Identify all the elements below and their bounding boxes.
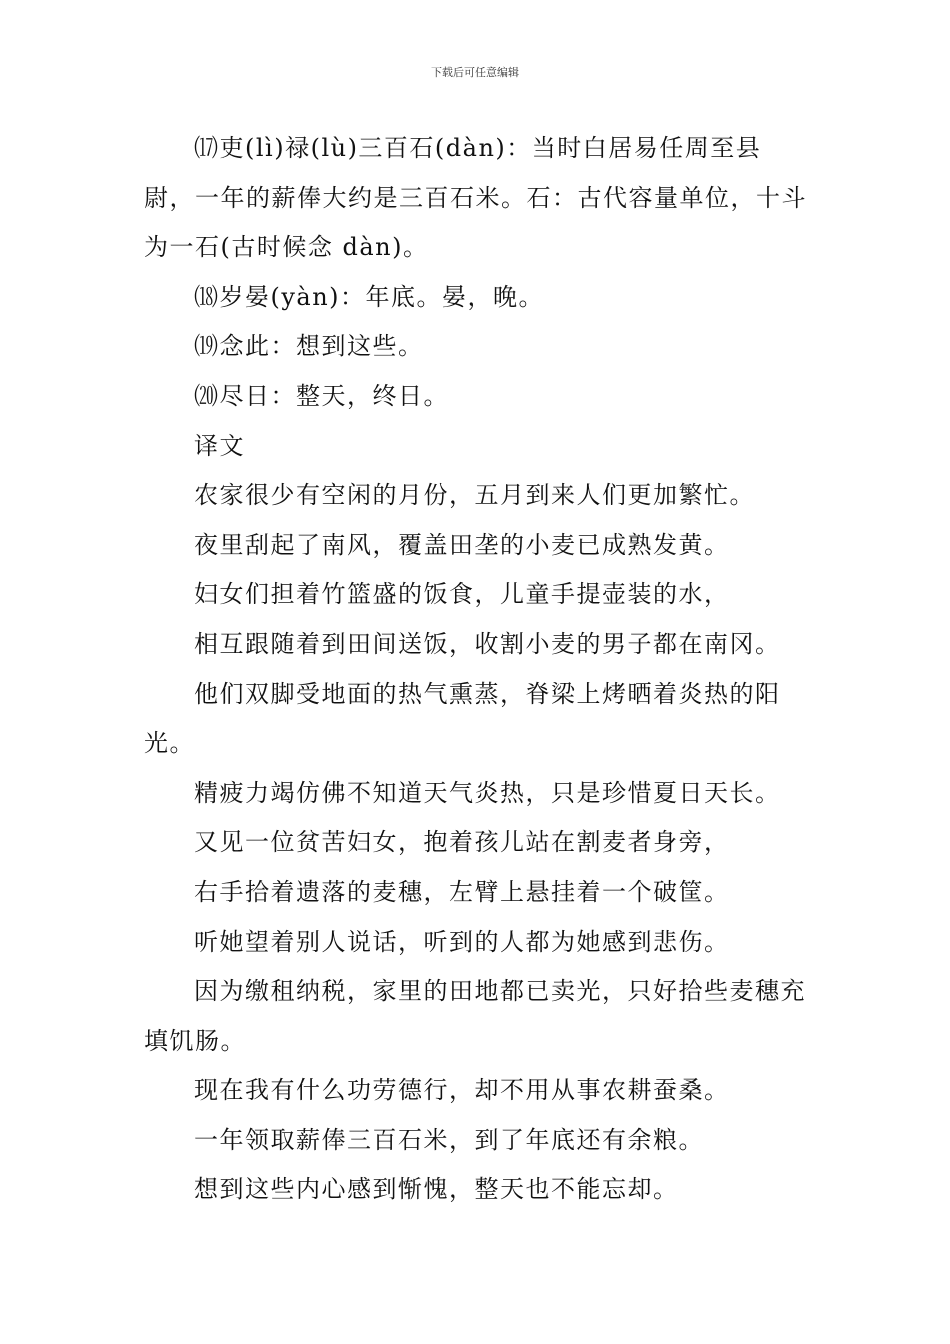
translation-line: 夜里刮起了南风，覆盖田垄的小麦已成熟发黄。: [194, 530, 730, 559]
page-header: 下载后可任意编辑: [431, 66, 519, 79]
translation-line: 又见一位贫苦妇女，抱着孩儿站在割麦者身旁，: [194, 828, 730, 857]
note-20-paragraph: ⒇尽日：整天，终日。: [194, 381, 449, 410]
note-18-paragraph: ⒅岁晏(yàn)：年底。晏，晚。: [194, 282, 545, 311]
translation-line: 他们双脚受地面的热气熏蒸，脊梁上烤晒着炎热的阳光。: [144, 679, 781, 758]
translation-line: 妇女们担着竹篮盛的饭食，儿童手提壶装的水，: [194, 580, 730, 609]
translation-line: 现在我有什么功劳德行，却不用从事农耕蚕桑。: [194, 1076, 730, 1105]
translation-line: 因为缴租纳税，家里的田地都已卖光，只好拾些麦穗充填饥肠。: [144, 977, 806, 1055]
translation-line: 农家很少有空闲的月份，五月到来人们更加繁忙。: [194, 481, 755, 510]
translation-line: 听她望着别人说话，听到的人都为她感到悲伤。: [194, 927, 730, 956]
translation-line: 想到这些内心感到惭愧，整天也不能忘却。: [194, 1175, 679, 1204]
note-19-paragraph: ⒆念此：想到这些。: [194, 332, 424, 361]
translation-line: 相互跟随着到田间送饭，收割小麦的男子都在南冈。: [194, 629, 781, 658]
translation-heading: 译文: [194, 431, 245, 460]
translation-line: 精疲力竭仿佛不知道天气炎热，只是珍惜夏日天长。: [194, 778, 781, 807]
translation-line: 一年领取薪俸三百石米，到了年底还有余粮。: [194, 1125, 704, 1154]
note-17-paragraph: ⒄吏(lì)禄(lù)三百石(dàn)：当时白居易任周至县尉，一年的薪俸大约是三百石米。石：古代容量单位，十斗为一石(古时候念 dàn)。: [144, 134, 807, 262]
translation-line: 右手拾着遗落的麦穗，左臂上悬挂着一个破筐。: [194, 877, 730, 906]
document-body: [144, 124, 809, 1215]
